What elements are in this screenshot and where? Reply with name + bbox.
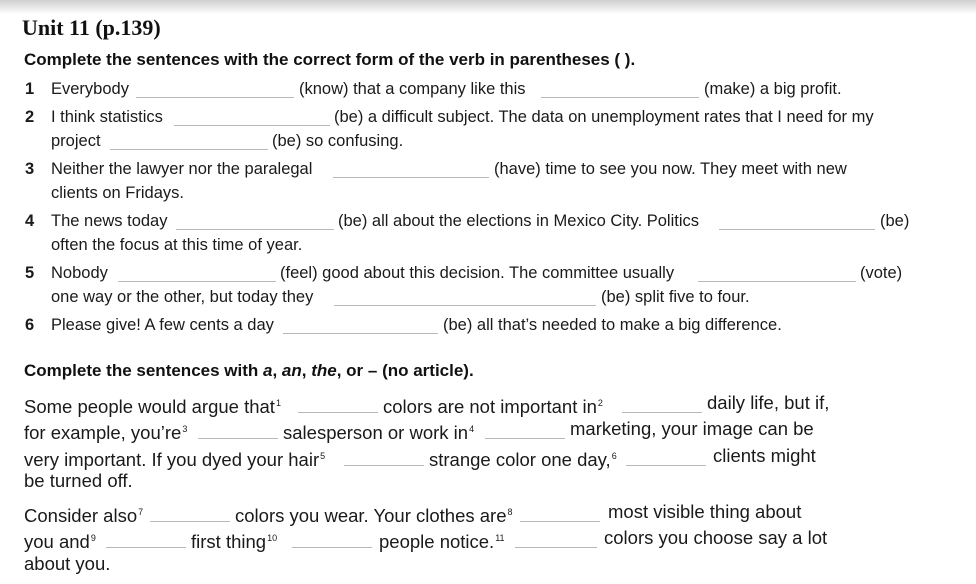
item-text: (vote) <box>860 264 903 282</box>
item-text: project <box>51 132 101 150</box>
item-text: (be) a difficult subject. The data on unemployment rates that I need for my <box>334 108 874 126</box>
paragraph-text <box>283 418 474 444</box>
answer-blank[interactable] <box>292 547 372 548</box>
paragraph-text <box>24 527 96 553</box>
paragraph-text <box>24 392 281 418</box>
item-text: Please give! A few cents a day <box>51 316 274 334</box>
item-text: (make) a big profit. <box>704 80 842 98</box>
item-text: (be) <box>880 212 910 230</box>
answer-blank[interactable] <box>118 281 276 282</box>
instruction-separator: , <box>272 361 282 380</box>
answer-blank[interactable] <box>626 465 706 466</box>
answer-blank[interactable] <box>698 281 856 282</box>
item-text: The news today <box>51 212 168 230</box>
item-text: (be) split five to four. <box>601 288 750 306</box>
item-number: 4 <box>25 212 35 230</box>
blank-number: 11 <box>495 533 505 543</box>
answer-blank[interactable] <box>176 229 334 230</box>
instruction-article-a: a <box>263 361 273 380</box>
item-text: clients on Fridays. <box>51 184 184 202</box>
item-text: often the focus at this time of year. <box>51 236 303 254</box>
paragraph-text: clients might <box>713 445 816 466</box>
item-number: 1 <box>25 80 35 98</box>
item-text: I think statistics <box>51 108 163 126</box>
instruction-article-the: the <box>311 361 337 380</box>
blank-number: 8 <box>507 507 513 517</box>
blank-number: 3 <box>182 424 188 434</box>
blank-number: 2 <box>597 398 603 408</box>
paragraph-text: very important. If you dyed your hair <box>24 449 320 470</box>
paragraph-text: Some people would argue that <box>24 396 275 417</box>
item-number: 6 <box>25 316 35 334</box>
paragraph-text: colors you choose say a lot <box>604 527 828 548</box>
paragraph-text: Consider also <box>24 505 138 526</box>
item-number: 5 <box>25 264 35 282</box>
answer-blank[interactable] <box>198 438 278 439</box>
answer-blank[interactable] <box>174 125 330 126</box>
item-number: 2 <box>25 108 35 126</box>
answer-blank[interactable] <box>110 149 268 150</box>
answer-blank[interactable] <box>622 412 702 413</box>
paragraph-text: marketing, your image can be <box>570 418 814 439</box>
answer-blank[interactable] <box>136 97 294 98</box>
answer-blank[interactable] <box>334 305 596 306</box>
paragraph-text <box>235 501 513 527</box>
item-text: Nobody <box>51 264 108 282</box>
item-text: (be) all about the elections in Mexico City. Politics <box>338 212 700 230</box>
paragraph-text <box>383 392 603 418</box>
paragraph-text: first thing <box>191 531 267 552</box>
paragraph-text: salesperson or work in <box>283 422 469 443</box>
answer-blank[interactable] <box>106 547 186 548</box>
paragraph-text: be turned off. <box>24 470 133 491</box>
instruction-text: , or – (no article). <box>336 361 474 380</box>
paragraph-text: people notice. <box>379 531 495 552</box>
answer-blank[interactable] <box>719 229 875 230</box>
paragraph-text: most visible thing about <box>608 501 802 522</box>
paragraph-text <box>429 445 617 471</box>
exercise-2-instruction <box>24 361 474 381</box>
paragraph-text <box>24 418 187 444</box>
blank-number: 1 <box>275 398 281 408</box>
blank-number: 10 <box>267 533 278 543</box>
top-shadow <box>0 0 976 14</box>
answer-blank[interactable] <box>515 547 597 548</box>
item-text: Everybody <box>51 80 129 98</box>
item-text: (know) that a company like this <box>299 80 526 98</box>
paragraph-text: colors are not important in <box>383 396 597 417</box>
paragraph-text: for example, you’re <box>24 422 182 443</box>
answer-blank[interactable] <box>520 521 600 522</box>
item-text: one way or the other, but today they <box>51 288 314 306</box>
paragraph-text: strange color one day, <box>429 449 611 470</box>
item-text: (feel) good about this decision. The committee usually <box>280 264 675 282</box>
answer-blank[interactable] <box>541 97 699 98</box>
instruction-separator: , <box>301 361 312 380</box>
exercise-1-instruction: Complete the sentences with the correct form of the verb in parentheses ( ). <box>24 50 636 69</box>
answer-blank[interactable] <box>298 412 378 413</box>
paragraph-text <box>379 527 505 553</box>
answer-blank[interactable] <box>485 438 565 439</box>
answer-blank[interactable] <box>333 177 489 178</box>
item-text: (be) so confusing. <box>272 132 404 150</box>
paragraph-text <box>191 527 277 553</box>
blank-number: 4 <box>469 424 475 434</box>
blank-number: 6 <box>611 451 617 461</box>
answer-blank[interactable] <box>283 333 438 334</box>
item-number: 3 <box>25 160 35 178</box>
unit-title: Unit 11 (p.139) <box>22 15 161 40</box>
blank-number: 7 <box>138 507 144 517</box>
paragraph-text: colors you wear. Your clothes are <box>235 505 507 526</box>
paragraph-text: you and <box>24 531 90 552</box>
item-text: (have) time to see you now. They meet with new <box>494 160 847 178</box>
paragraph-text: daily life, but if, <box>707 392 830 413</box>
blank-number: 9 <box>90 533 96 543</box>
answer-blank[interactable] <box>150 521 230 522</box>
item-text: (be) all that’s needed to make a big difference. <box>443 316 782 334</box>
paragraph-text <box>24 501 143 527</box>
item-text: Neither the lawyer nor the paralegal <box>51 160 313 178</box>
answer-blank[interactable] <box>344 465 424 466</box>
paragraph-text <box>24 445 325 471</box>
paragraph-text: about you. <box>24 553 111 574</box>
instruction-text: Complete the sentences with <box>24 361 263 380</box>
blank-number: 5 <box>320 451 326 461</box>
instruction-article-an: an <box>281 361 302 380</box>
